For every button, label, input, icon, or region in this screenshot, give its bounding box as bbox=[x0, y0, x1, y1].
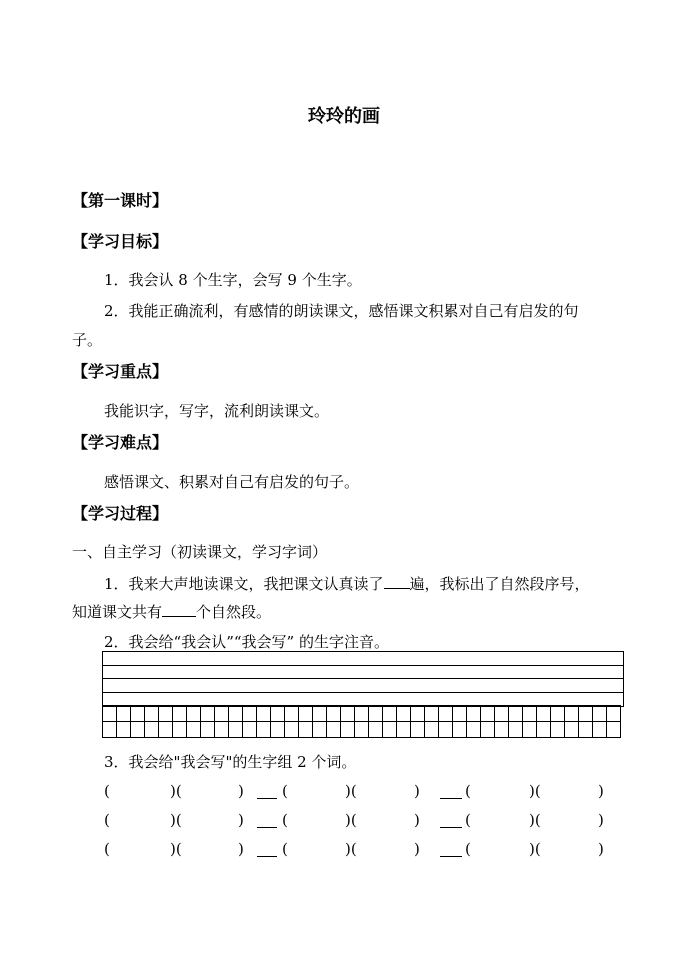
grid-row bbox=[103, 722, 621, 738]
grid-cell[interactable] bbox=[523, 706, 537, 722]
grid-cell[interactable] bbox=[145, 706, 159, 722]
grid-cell[interactable] bbox=[243, 706, 257, 722]
word-paren: ( bbox=[282, 811, 288, 829]
grid-cell[interactable] bbox=[159, 706, 173, 722]
word-paren: ) bbox=[414, 811, 420, 829]
grid-cell[interactable] bbox=[397, 722, 411, 738]
grid-cell[interactable] bbox=[103, 706, 117, 722]
word-paren: ) bbox=[238, 811, 244, 829]
grid-cell[interactable] bbox=[397, 706, 411, 722]
grid-cell[interactable] bbox=[453, 706, 467, 722]
grid-cell[interactable] bbox=[341, 706, 355, 722]
grid-cell[interactable] bbox=[565, 722, 579, 738]
grid-cell[interactable] bbox=[131, 706, 145, 722]
grid-cell[interactable] bbox=[495, 706, 509, 722]
grid-cell[interactable] bbox=[299, 706, 313, 722]
word-paren: ( bbox=[104, 840, 110, 858]
key-points-heading: 【学习重点】 bbox=[72, 362, 169, 381]
grid-cell[interactable] bbox=[103, 722, 117, 738]
goal-item-1: 1．我会认 8 个生字，会写 9 个生字。 bbox=[104, 271, 362, 289]
grid-cell[interactable] bbox=[313, 706, 327, 722]
grid-cell[interactable] bbox=[439, 706, 453, 722]
grid-cell[interactable] bbox=[159, 722, 173, 738]
word-paren: ) bbox=[238, 782, 244, 800]
word-paren: ) bbox=[598, 782, 604, 800]
grid-cell[interactable] bbox=[383, 706, 397, 722]
word-paren: ( bbox=[282, 782, 288, 800]
word-paren: )( bbox=[170, 840, 182, 858]
grid-cell[interactable] bbox=[173, 722, 187, 738]
grid-cell[interactable] bbox=[607, 706, 621, 722]
grid-cell[interactable] bbox=[313, 722, 327, 738]
read-count-blank[interactable] bbox=[384, 574, 410, 589]
grid-cell[interactable] bbox=[215, 706, 229, 722]
grid-cell[interactable] bbox=[257, 706, 271, 722]
pinyin-line bbox=[103, 665, 623, 666]
grid-cell[interactable] bbox=[257, 722, 271, 738]
word-paren: )( bbox=[345, 840, 357, 858]
grid-cell[interactable] bbox=[551, 706, 565, 722]
word-paren: )( bbox=[345, 811, 357, 829]
word-paren: ( bbox=[282, 840, 288, 858]
character-blank[interactable] bbox=[257, 798, 277, 799]
question-1-line-2 bbox=[72, 602, 271, 622]
grid-cell[interactable] bbox=[299, 722, 313, 738]
grid-cell[interactable] bbox=[187, 722, 201, 738]
word-paren: ) bbox=[598, 811, 604, 829]
grid-cell[interactable] bbox=[285, 706, 299, 722]
grid-cell[interactable] bbox=[271, 706, 285, 722]
word-paren: ) bbox=[238, 840, 244, 858]
grid-cell[interactable] bbox=[187, 706, 201, 722]
goal-item-2-cont: 子。 bbox=[72, 331, 103, 349]
word-paren: )( bbox=[529, 840, 541, 858]
grid-cell[interactable] bbox=[369, 706, 383, 722]
grid-cell[interactable] bbox=[131, 722, 145, 738]
grid-cell[interactable] bbox=[369, 722, 383, 738]
grid-cell[interactable] bbox=[173, 706, 187, 722]
word-paren: )( bbox=[345, 782, 357, 800]
question-1-text-a: 1．我来大声地读课文，我把课文认真读了 bbox=[104, 575, 384, 593]
grid-cell[interactable] bbox=[537, 722, 551, 738]
character-blank[interactable] bbox=[440, 798, 462, 799]
grid-cell[interactable] bbox=[341, 722, 355, 738]
grid-cell[interactable] bbox=[509, 722, 523, 738]
goal-item-2: 2．我能正确流利，有感情的朗读课文，感悟课文积累对自己有启发的句 bbox=[104, 302, 579, 320]
grid-cell[interactable] bbox=[327, 706, 341, 722]
grid-cell[interactable] bbox=[467, 706, 481, 722]
grid-cell[interactable] bbox=[495, 722, 509, 738]
question-3: 3．我会给"我会写"的生字组 2 个词。 bbox=[104, 753, 357, 771]
grid-cell[interactable] bbox=[551, 722, 565, 738]
difficulties-text: 感悟课文、积累对自己有启发的句子。 bbox=[104, 473, 360, 491]
grid-cell[interactable] bbox=[579, 722, 593, 738]
grid-cell[interactable] bbox=[425, 706, 439, 722]
grid-cell[interactable] bbox=[285, 722, 299, 738]
pinyin-line bbox=[103, 692, 623, 693]
grid-cell[interactable] bbox=[593, 722, 607, 738]
grid-cell[interactable] bbox=[523, 722, 537, 738]
grid-cell[interactable] bbox=[579, 706, 593, 722]
grid-cell[interactable] bbox=[355, 722, 369, 738]
character-blank[interactable] bbox=[440, 856, 462, 857]
word-paren: ( bbox=[104, 811, 110, 829]
grid-cell[interactable] bbox=[411, 706, 425, 722]
word-paren: ( bbox=[465, 811, 471, 829]
paragraph-count-blank[interactable] bbox=[162, 602, 196, 617]
difficulties-heading: 【学习难点】 bbox=[72, 433, 169, 452]
question-2: 2．我会给“我会认”“我会写” 的生字注音。 bbox=[104, 633, 389, 651]
character-blank[interactable] bbox=[440, 827, 462, 828]
process-heading: 【学习过程】 bbox=[72, 504, 169, 523]
grid-cell[interactable] bbox=[509, 706, 523, 722]
grid-cell[interactable] bbox=[467, 722, 481, 738]
character-blank[interactable] bbox=[257, 856, 277, 857]
grid-row bbox=[103, 706, 621, 722]
grid-cell[interactable] bbox=[425, 722, 439, 738]
question-1-line-1 bbox=[104, 574, 590, 594]
question-1-text-b: 遍，我标出了自然段序号， bbox=[409, 575, 590, 593]
grid-cell[interactable] bbox=[229, 706, 243, 722]
word-paren: ) bbox=[414, 782, 420, 800]
grid-cell[interactable] bbox=[117, 722, 131, 738]
word-paren: ( bbox=[465, 782, 471, 800]
grid-cell[interactable] bbox=[439, 722, 453, 738]
lesson-heading: 【第一课时】 bbox=[72, 191, 169, 210]
page-title: 玲玲的画 bbox=[308, 106, 380, 127]
word-paren: ) bbox=[414, 840, 420, 858]
word-paren: )( bbox=[529, 811, 541, 829]
grid-cell[interactable] bbox=[411, 722, 425, 738]
grid-cell[interactable] bbox=[607, 722, 621, 738]
grid-cell[interactable] bbox=[327, 722, 341, 738]
grid-cell[interactable] bbox=[355, 706, 369, 722]
question-1-text-c: 知道课文共有 bbox=[72, 603, 163, 621]
goals-heading: 【学习目标】 bbox=[72, 232, 169, 251]
grid-cell[interactable] bbox=[565, 706, 579, 722]
grid-cell[interactable] bbox=[201, 722, 215, 738]
grid-cell[interactable] bbox=[229, 722, 243, 738]
character-blank[interactable] bbox=[257, 827, 277, 828]
key-points-text: 我能识字，写字，流利朗读课文。 bbox=[104, 402, 330, 420]
word-paren: ) bbox=[598, 840, 604, 858]
word-paren: ( bbox=[104, 782, 110, 800]
grid-cell[interactable] bbox=[453, 722, 467, 738]
pinyin-line bbox=[103, 678, 623, 679]
grid-cell[interactable] bbox=[271, 722, 285, 738]
section-self-study: 一、自主学习（初读课文，学习字词） bbox=[72, 543, 328, 561]
word-paren: )( bbox=[529, 782, 541, 800]
grid-cell[interactable] bbox=[481, 706, 495, 722]
grid-cell[interactable] bbox=[593, 706, 607, 722]
grid-cell[interactable] bbox=[383, 722, 397, 738]
question-1-text-d: 个自然段。 bbox=[196, 603, 272, 621]
grid-cell[interactable] bbox=[201, 706, 215, 722]
grid-cell[interactable] bbox=[117, 706, 131, 722]
word-paren: ( bbox=[465, 840, 471, 858]
word-paren: )( bbox=[170, 782, 182, 800]
character-grid[interactable] bbox=[102, 705, 621, 738]
pinyin-writing-lines[interactable] bbox=[102, 651, 624, 707]
grid-cell[interactable] bbox=[243, 722, 257, 738]
grid-cell[interactable] bbox=[537, 706, 551, 722]
grid-cell[interactable] bbox=[215, 722, 229, 738]
word-paren: )( bbox=[170, 811, 182, 829]
grid-cell[interactable] bbox=[481, 722, 495, 738]
grid-cell[interactable] bbox=[145, 722, 159, 738]
